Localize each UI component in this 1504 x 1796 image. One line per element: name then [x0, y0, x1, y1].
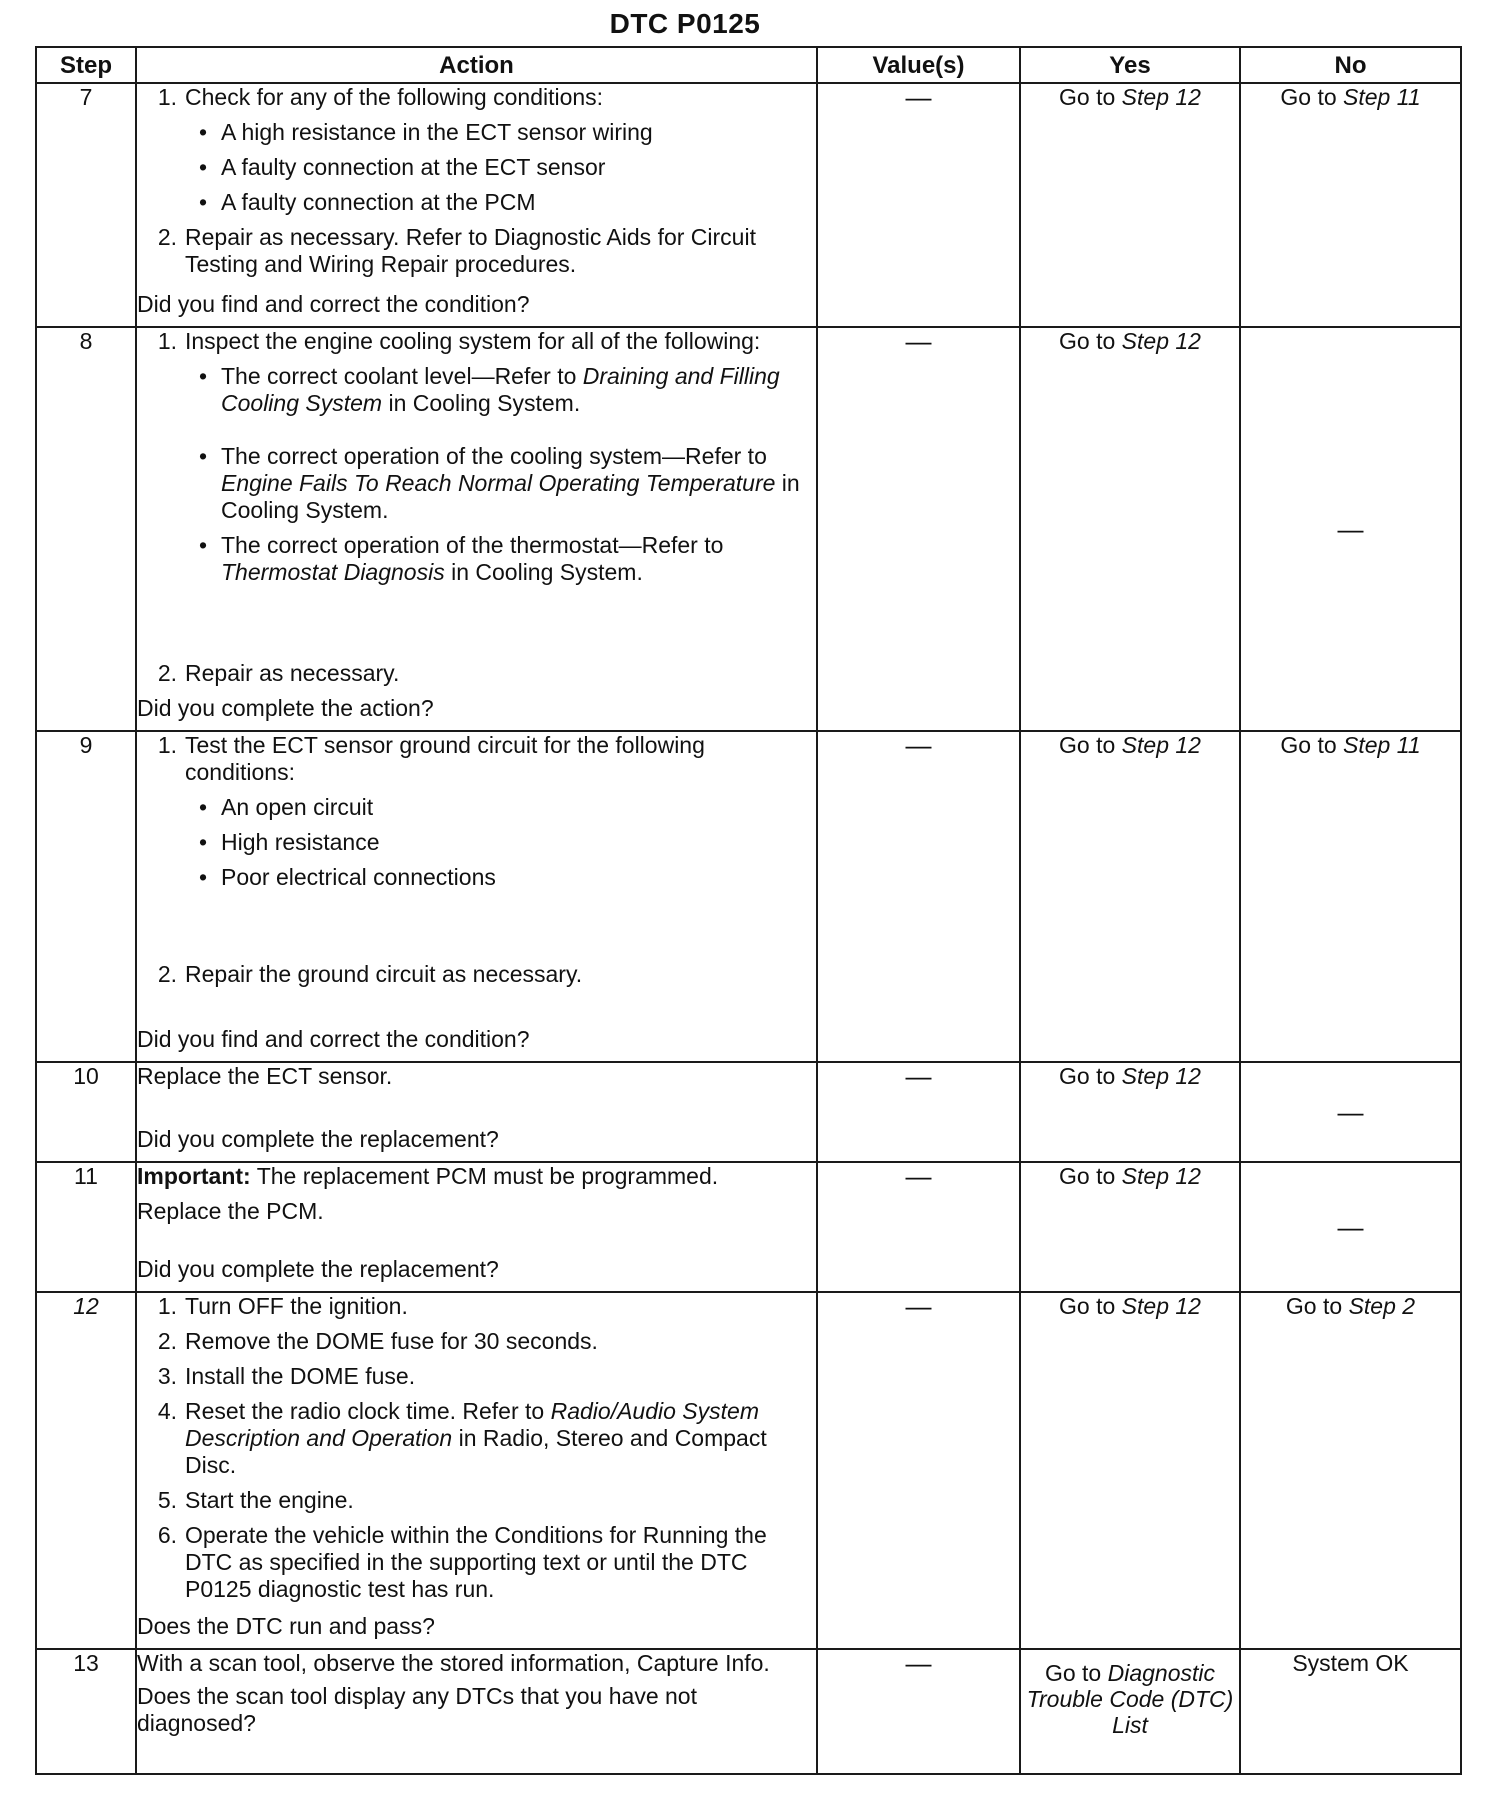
- value-cell: —: [817, 83, 1020, 327]
- no-cell: —: [1240, 327, 1461, 731]
- header-yes: Yes: [1020, 47, 1240, 83]
- important-note: Important: The replacement PCM must be programmed.: [137, 1163, 719, 1189]
- no-cell: System OK: [1240, 1649, 1461, 1774]
- header-action: Action: [136, 47, 817, 83]
- action-item: Turn OFF the ignition.: [185, 1293, 408, 1319]
- yes-cell: Go to Step 12: [1020, 1292, 1240, 1649]
- step-reference: Diagnostic Trouble Code (DTC) List: [1026, 1660, 1234, 1738]
- no-cell: —: [1240, 1162, 1461, 1292]
- step-reference: Step 12: [1121, 732, 1201, 758]
- no-cell: Go to Step 11: [1240, 731, 1461, 1062]
- action-bullet: The correct operation of the thermostat—Refer to Thermostat Diagnosis in Cooling System.: [221, 532, 724, 585]
- action-item: Remove the DOME fuse for 30 seconds.: [185, 1328, 598, 1354]
- value-cell: —: [817, 1292, 1020, 1649]
- header-step: Step: [36, 47, 136, 83]
- no-cell: Go to Step 11: [1240, 83, 1461, 327]
- value-cell: —: [817, 731, 1020, 1062]
- action-question: Did you find and correct the condition?: [137, 291, 530, 317]
- yes-cell: Go to Step 12: [1020, 1162, 1240, 1292]
- table-row-step-10: [36, 1062, 1461, 1162]
- action-bullet: A high resistance in the ECT sensor wiring: [221, 119, 653, 145]
- action-item: Reset the radio clock time. Refer to Radio/Audio System Description and Operation in Radio, Stereo and Compact Disc.: [185, 1398, 767, 1478]
- value-cell: —: [817, 327, 1020, 731]
- action-question: Did you find and correct the condition?: [137, 1026, 530, 1052]
- action-text: Replace the PCM.: [137, 1198, 324, 1224]
- action-question: Does the DTC run and pass?: [137, 1613, 435, 1639]
- value-cell: —: [817, 1162, 1020, 1292]
- action-question: Did you complete the replacement?: [137, 1256, 499, 1282]
- action-item: Check for any of the following conditions:: [185, 84, 604, 110]
- step-reference: Step 12: [1121, 1063, 1201, 1089]
- yes-cell: Go to Step 12: [1020, 83, 1240, 327]
- step-number: 11: [36, 1162, 136, 1292]
- action-item: Repair as necessary.: [185, 660, 400, 686]
- step-number: 12: [36, 1292, 136, 1649]
- value-cell: —: [817, 1649, 1020, 1774]
- action-item: Inspect the engine cooling system for all of the following:: [185, 328, 761, 354]
- table-row-step-12: [36, 1292, 1461, 1649]
- action-question: Did you complete the replacement?: [137, 1126, 499, 1152]
- action-cell: [136, 1649, 817, 1774]
- step-reference: Step 12: [1121, 1293, 1201, 1319]
- action-cell: 1. Test the ECT sensor ground circuit for the following conditions: • An open circuit • High resistance • Poor electrical connections 2. Repair the ground circuit as necessary. Did you find and correct the condition?: [136, 731, 817, 1062]
- table-row-step-11: [36, 1162, 1461, 1292]
- action-cell: [136, 1162, 817, 1292]
- action-question: Did you complete the action?: [137, 695, 434, 721]
- action-cell: 1. Turn OFF the ignition. 2. Remove the DOME fuse for 30 seconds. 3. Install the DOME fuse. 4. Reset the radio clock time. Refer to Radio/Audio System Description and Operation in Radio, Stereo and Compact Disc. 5. Start the engine. 6. Operate the vehicle within the Conditions for Running the DTC as specified in the supporting text or until the DTC P0125 diagnostic test has run. Does the DTC run and pass?: [136, 1292, 817, 1649]
- step-reference: Step 2: [1348, 1293, 1416, 1319]
- action-item: Install the DOME fuse.: [185, 1363, 416, 1389]
- step-reference: Step 11: [1343, 732, 1421, 758]
- no-cell: Go to Step 2: [1240, 1292, 1461, 1649]
- action-text: Replace the ECT sensor.: [137, 1063, 393, 1089]
- yes-cell: Go to Step 12: [1020, 1062, 1240, 1162]
- action-bullet: A faulty connection at the ECT sensor: [221, 154, 606, 180]
- action-cell: 1. Inspect the engine cooling system for all of the following: • The correct coolant level—Refer to Draining and Filling Cooling System in Cooling System. • The correct operation of the cooling system—Refer to Engine Fails To Reach Normal Operating Temperature in Cooling System. • The correct operation of the thermostat—Refer to Thermostat Diagnosis in Cooling System. 2. Repair as necessary. Did you complete the action?: [136, 327, 817, 731]
- action-cell: 1. Check for any of the following conditions: • A high resistance in the ECT sensor wiring • A faulty connection at the ECT sensor • A faulty connection at the PCM 2. Repair as necessary. Refer to Diagnostic Aids for Circuit Testing and Wiring Repair procedures. Did you find and correct the condition?: [136, 83, 817, 327]
- action-item: Test the ECT sensor ground circuit for the following conditions:: [185, 732, 705, 785]
- step-reference: Step 12: [1121, 84, 1201, 110]
- action-item: Repair as necessary. Refer to Diagnostic Aids for Circuit Testing and Wiring Repair procedures.: [185, 224, 756, 277]
- action-bullet: A faulty connection at the PCM: [221, 189, 536, 215]
- header-no: No: [1240, 47, 1461, 83]
- no-cell: —: [1240, 1062, 1461, 1162]
- diagnostic-table: [35, 46, 1462, 1775]
- action-bullet: An open circuit: [221, 794, 374, 820]
- action-bullet: Poor electrical connections: [221, 864, 496, 890]
- step-reference: Step 12: [1121, 1163, 1201, 1189]
- page-title: DTC P0125: [609, 8, 761, 39]
- table-row-step-9: [36, 731, 1461, 1062]
- action-item: Operate the vehicle within the Conditions for Running the DTC as specified in the supporting text or until the DTC P0125 diagnostic test has run.: [185, 1522, 767, 1602]
- action-bullet: High resistance: [221, 829, 380, 855]
- step-reference: Step 12: [1121, 328, 1201, 354]
- step-number: 10: [36, 1062, 136, 1162]
- action-item: Repair the ground circuit as necessary.: [185, 961, 583, 987]
- table-row-step-7: [36, 83, 1461, 327]
- table-row-step-13: [36, 1649, 1461, 1774]
- header-values: Value(s): [817, 47, 1020, 83]
- action-bullet: The correct coolant level—Refer to Draining and Filling Cooling System in Cooling System.: [221, 363, 780, 416]
- table-header-row: [36, 47, 1461, 83]
- action-bullet: The correct operation of the cooling system—Refer to Engine Fails To Reach Normal Operating Temperature in Cooling System.: [221, 443, 800, 523]
- yes-cell: Go to Diagnostic Trouble Code (DTC) List: [1020, 1649, 1240, 1774]
- table-row-step-8: [36, 327, 1461, 731]
- step-number: 7: [36, 83, 136, 327]
- yes-cell: Go to Step 12: [1020, 327, 1240, 731]
- action-cell: [136, 1062, 817, 1162]
- step-reference: Step 11: [1343, 84, 1421, 110]
- step-number: 8: [36, 327, 136, 731]
- action-item: Start the engine.: [185, 1487, 354, 1513]
- step-number: 9: [36, 731, 136, 1062]
- value-cell: —: [817, 1062, 1020, 1162]
- action-text: With a scan tool, observe the stored information, Capture Info.: [137, 1650, 770, 1676]
- action-question: Does the scan tool display any DTCs that you have not diagnosed?: [137, 1683, 697, 1736]
- yes-cell: Go to Step 12: [1020, 731, 1240, 1062]
- step-number: 13: [36, 1649, 136, 1774]
